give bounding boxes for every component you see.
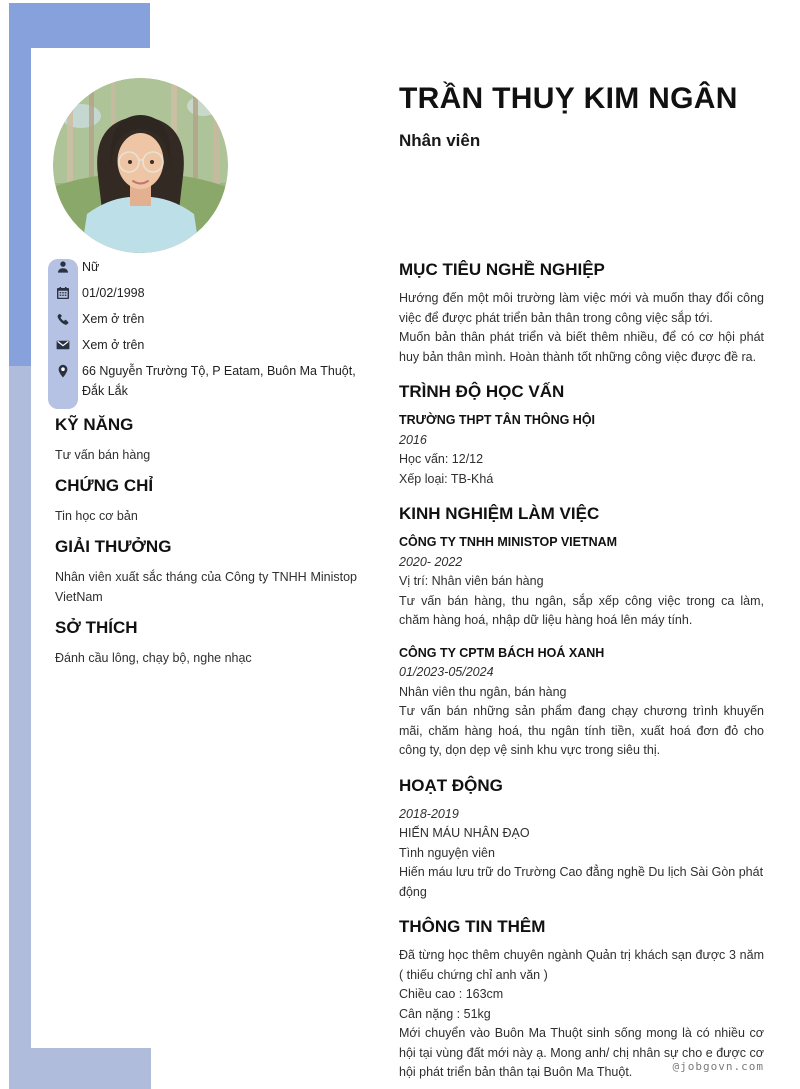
- address-value: 66 Nguyễn Trường Tộ, P Eatam, Buôn Ma Thuột, Đắk Lắk: [82, 364, 356, 398]
- experience-description: Tư vấn bán hàng, thu ngân, sắp xếp công việc trong ca làm, chăm hàng hoá, nhập dữ liệu hàng hoá lên máy tính.: [399, 593, 764, 627]
- experience-period: 01/2023-05/2024: [399, 665, 494, 679]
- person-icon: [48, 257, 78, 274]
- birthdate-value: 01/02/1998: [82, 286, 145, 300]
- watermark: @jobgovn.com: [672, 1060, 764, 1073]
- activities-heading: HOẠT ĐỘNG: [399, 775, 503, 795]
- contact-info: [48, 257, 360, 407]
- certificates-section: [55, 475, 357, 526]
- location-icon: [48, 361, 78, 378]
- additional-info-line: Chiều cao : 163cm: [399, 987, 504, 1001]
- objective-heading: MỤC TIÊU NGHỀ NGHIỆP: [399, 260, 605, 279]
- additional-info-line: Đã từng học thêm chuyên ngành Quản trị khách sạn được 3 năm ( thiếu chứng chỉ anh văn ): [399, 948, 764, 982]
- experience-entry: [399, 533, 764, 631]
- experience-period: 2020- 2022: [399, 554, 463, 569]
- education-heading: TRÌNH ĐỘ HỌC VẤN: [399, 382, 565, 401]
- contact-row-birthdate: [48, 283, 360, 303]
- hobbies-text: Đánh cầu lông, chạy bộ, nghe nhạc: [55, 651, 252, 665]
- activities-section: [399, 775, 764, 903]
- accent-left-bar-top: [9, 3, 31, 366]
- experience-position: Nhân viên thu ngân, bán hàng: [399, 684, 567, 699]
- certificate-item: Tin học cơ bản: [55, 509, 138, 523]
- experience-position: Vị trí: Nhân viên bán hàng: [399, 574, 544, 588]
- education-detail: Xếp loại: TB-Khá: [399, 471, 494, 486]
- profile-photo: [53, 78, 228, 253]
- profile-photo-illustration: [53, 78, 228, 253]
- hobbies-heading: SỞ THÍCH: [55, 618, 138, 637]
- header: [399, 82, 774, 151]
- email-value: Xem ở trên: [82, 338, 145, 352]
- candidate-name: TRẦN THUỴ KIM NGÂN: [399, 82, 738, 115]
- right-column: [399, 259, 764, 1083]
- school-name: TRƯỜNG THPT TÂN THÔNG HỘI: [399, 413, 596, 427]
- activity-period: 2018-2019: [399, 806, 459, 821]
- contact-row-email: [48, 335, 360, 355]
- accent-bottom-block: [9, 1048, 151, 1089]
- objective-paragraph: Muốn bản thân phát triển và biết thêm nhiều, để có cơ hội phát huy bản thân mình. Hoàn thành tốt những công việc được đề ra.: [399, 330, 764, 364]
- left-column: [55, 414, 357, 678]
- objective-section: [399, 259, 764, 367]
- company-name: CÔNG TY CPTM BÁCH HOÁ XANH: [399, 645, 605, 660]
- email-icon: [48, 335, 78, 352]
- awards-heading: GIẢI THƯỞNG: [55, 537, 172, 556]
- additional-info-section: [399, 916, 764, 1083]
- contact-row-phone: [48, 309, 360, 329]
- award-item: Nhân viên xuất sắc tháng của Công ty TNHH Ministop VietNam: [55, 570, 357, 604]
- experience-heading: KINH NGHIỆM LÀM VIỆC: [399, 504, 600, 523]
- education-period: 2016: [399, 432, 427, 447]
- skills-heading: KỸ NĂNG: [55, 415, 134, 434]
- additional-info-heading: THÔNG TIN THÊM: [399, 917, 546, 936]
- hobbies-section: [55, 617, 357, 668]
- education-detail: Học vấn: 12/12: [399, 452, 484, 466]
- additional-info-line: Cân nặng : 51kg: [399, 1006, 491, 1021]
- phone-icon: [48, 309, 78, 326]
- experience-section: [399, 503, 764, 761]
- activity-role: Tình nguyện viên: [399, 845, 495, 860]
- candidate-job-title: Nhân viên: [399, 131, 481, 150]
- contact-row-address: [48, 361, 360, 401]
- contact-row-gender: [48, 257, 360, 277]
- awards-section: [55, 536, 357, 607]
- education-section: [399, 381, 764, 489]
- company-name: CÔNG TY TNHH MINISTOP VIETNAM: [399, 535, 618, 549]
- skill-item: Tư vấn bán hàng: [55, 448, 151, 462]
- additional-info-line: Mới chuyển vào Buôn Ma Thuột sinh sống mong là có nhiều cơ hội tại vùng đất mới này ạ. Mong anh/ chị nhân sự cho e được cơ hội phát triển bản thân tại Buôn Ma Thuột.: [399, 1026, 764, 1079]
- gender-value: Nữ: [82, 260, 100, 274]
- certificates-heading: CHỨNG CHỈ: [55, 476, 154, 495]
- experience-description: Tư vấn bán những sản phẩm đang chạy chương trình khuyến mãi, chăm hàng hoá, thu ngân tính tiền, xuất hoá đơn đỏ cho công ty, dọn dẹp vệ sinh khu vực trong siêu thị.: [399, 704, 764, 757]
- experience-entry: [399, 644, 764, 761]
- phone-value: Xem ở trên: [82, 312, 145, 326]
- accent-left-bar-bottom: [9, 366, 31, 1089]
- skills-section: [55, 414, 357, 465]
- calendar-icon: [48, 283, 78, 300]
- objective-paragraph: Hướng đến một môi trường làm việc mới và muốn thay đổi công việc để được phát triển bản thân trong công việc sắp tới.: [399, 291, 764, 325]
- activity-name: HIẾN MÁU NHÂN ĐẠO: [399, 826, 530, 840]
- activity-description: Hiến máu lưu trữ do Trường Cao đẳng nghề Du lịch Sài Gòn phát động: [399, 865, 764, 899]
